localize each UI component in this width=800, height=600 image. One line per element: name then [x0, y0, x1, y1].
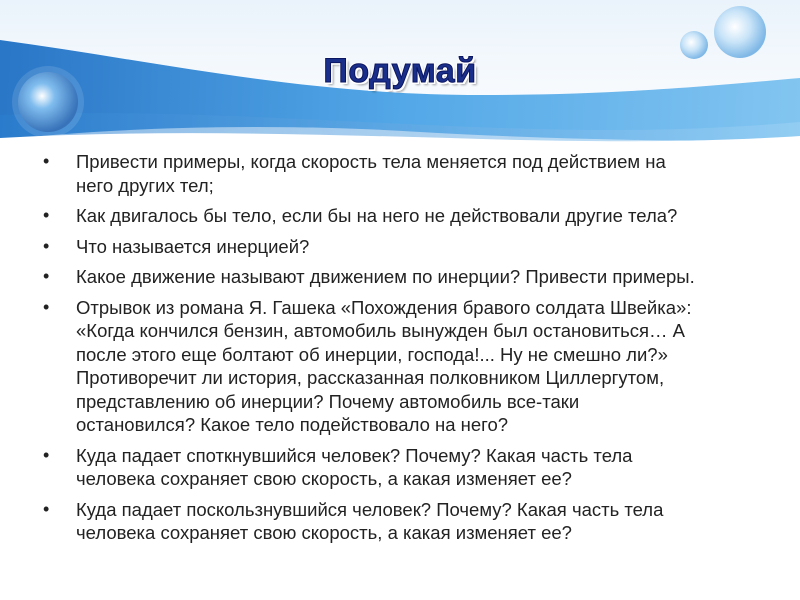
list-item — [40, 444, 760, 491]
list-item — [40, 498, 760, 545]
list-item-text: Куда падает поскользнувшийся человек? Почему? Какая часть тела человека сохраняет свою скорость, а какая изменяет ее? — [76, 498, 664, 543]
bullet-marker: • — [43, 235, 50, 256]
list-item — [40, 150, 760, 197]
slide-content — [40, 150, 760, 552]
bullet-marker: • — [43, 296, 50, 317]
list-item-text: Куда падает споткнувшийся человек? Почему? Какая часть тела человека сохраняет свою скорость, а какая изменяет ее? — [76, 444, 633, 489]
list-item — [40, 204, 760, 228]
list-item-text: Отрывок из романа Я. Гашека «Похождения бравого солдата Швейка»: «Когда кончился бензин, автомобиль вынужден был остановиться… А после этого еще болтают об инерции, господа!... Ну не смешно ли?» Противоречит ли история, рассказанная полковником Циллергутом, представлению об инерции? Почему автомобиль все-таки остановился? Какое тело подействовало на него? — [76, 296, 692, 435]
list-item — [40, 296, 760, 437]
list-item-text: Что называется инерцией? — [76, 235, 310, 257]
bullet-marker: • — [43, 151, 50, 171]
slide-header — [0, 0, 800, 150]
question-list — [40, 150, 760, 545]
bullet-marker: • — [43, 444, 50, 465]
bullet-marker: • — [43, 498, 50, 519]
bullet-marker: • — [43, 266, 50, 286]
list-item-text: Привести примеры, когда скорость тела меняется под действием на него других тел; — [76, 151, 666, 196]
list-item — [40, 265, 760, 289]
slide-title: Подумай — [323, 52, 477, 90]
bullet-marker: • — [43, 205, 50, 225]
list-item-text: Как двигалось бы тело, если бы на него не действовали другие тела? — [76, 205, 678, 226]
list-item — [40, 235, 760, 259]
list-item-text: Какое движение называют движением по инерции? Привести примеры. — [76, 266, 695, 287]
